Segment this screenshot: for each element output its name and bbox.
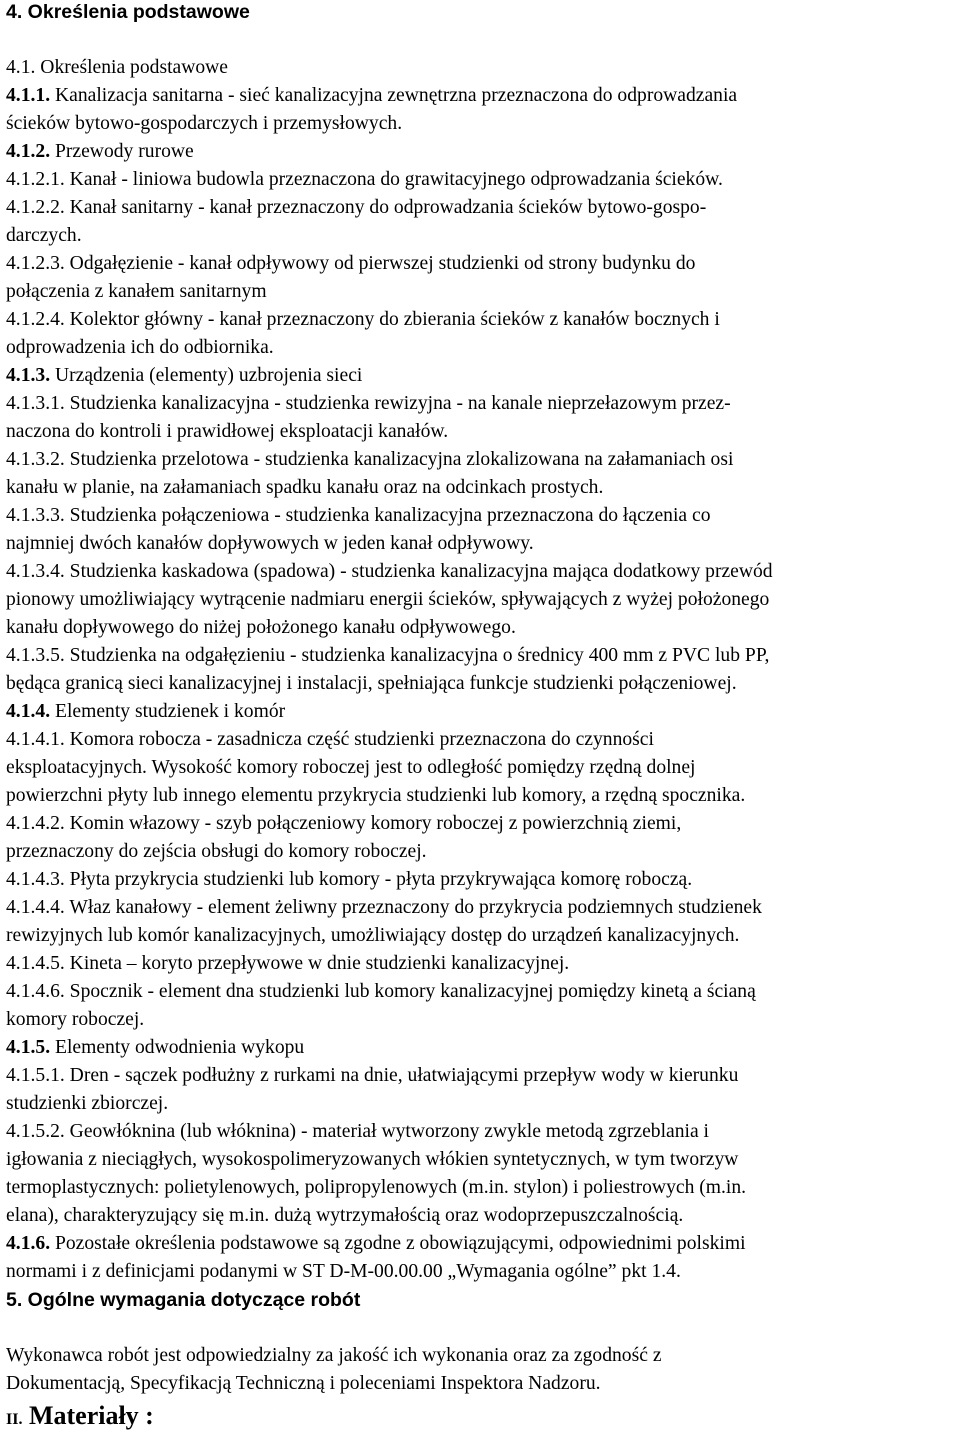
- line-4-1-2-4: [6, 308, 720, 332]
- section-text: kanału w planie, na załamaniach spadku kanału oraz na odcinkach prostych.: [6, 477, 604, 498]
- line-4-1-5-2-cont1: [6, 1148, 738, 1172]
- line-4-1-5: [6, 1036, 304, 1060]
- section-text: Pozostałe określenia podstawowe są zgodne z obowiązującymi, odpowiednimi polskimi: [50, 1233, 746, 1254]
- section-text: Kineta – koryto przepływowe w dnie studzienki kanalizacyjnej.: [64, 953, 570, 974]
- section-text: Właz kanałowy - element żeliwny przeznaczony do przykrycia podziemnych studzienek: [64, 897, 762, 918]
- line-4-1-3-1: [6, 392, 731, 416]
- section-number: 4.1.1.: [6, 85, 51, 106]
- section-text: Płyta przykrycia studzienki lub komory - płyta przykrywająca komorę roboczą.: [64, 869, 693, 890]
- materials-title: Materiały :: [22, 1401, 154, 1430]
- line-4-1-2-4-cont: [6, 336, 274, 360]
- section-text: Kanał sanitarny - kanał przeznaczony do odprowadzania ścieków bytowo-gospo-: [64, 197, 707, 218]
- section-text: Elementy odwodnienia wykopu: [50, 1037, 305, 1058]
- section-text: odprowadzenia ich do odbiornika.: [6, 337, 274, 358]
- section-text: Studzienka na odgałęzieniu - studzienka kanalizacyjna o średnicy 400 mm z PVC lub PP,: [64, 645, 770, 666]
- line-4-1-2-2-cont: [6, 224, 82, 248]
- line-4-1-3-5: [6, 644, 769, 668]
- section-text: Komin włazowy - szyb połączeniowy komory roboczej z powierzchnią ziemi,: [64, 813, 682, 834]
- section-number: 4.1.4.1.: [6, 729, 65, 750]
- section-number: 4.1.4.4.: [6, 897, 65, 918]
- section-number: 4.1.4.: [6, 701, 51, 722]
- section-number: 4.1.3.1.: [6, 393, 65, 414]
- line-4-1-2-1: [6, 168, 723, 192]
- line-4-1-3-5-cont: [6, 672, 737, 696]
- section-number: 4.1.3.: [6, 365, 51, 386]
- section-text: najmniej dwóch kanałów dopływowych w jeden kanał odpływowy.: [6, 533, 534, 554]
- section-text: Geowłóknina (lub włóknina) - materiał wytworzony zwykle metodą zgrzeblania i: [64, 1121, 709, 1142]
- line-4-1-4-4-cont: [6, 924, 739, 948]
- line-4-1-3-4: [6, 560, 773, 584]
- section-text: Studzienka kaskadowa (spadowa) - studzienka kanalizacyjna mająca dodatkowy przewód: [64, 561, 773, 582]
- line-4-1-6-cont: [6, 1260, 681, 1284]
- section-number: 4.1.5.2.: [6, 1121, 65, 1142]
- section-number: 4.1.: [6, 57, 36, 78]
- section-text: będąca granicą sieci kanalizacyjnej i instalacji, spełniająca funkcje studzienki połączeniowej.: [6, 673, 737, 694]
- line-4-1-3-3: [6, 504, 711, 528]
- line-4-1-3-1-cont: [6, 420, 448, 444]
- section-text: Urządzenia (elementy) uzbrojenia sieci: [50, 365, 363, 386]
- line-4-1-6: [6, 1232, 746, 1256]
- section-text: połączenia z kanałem sanitarnym: [6, 281, 267, 302]
- paragraph-5-line-2: Dokumentacją, Specyfikacją Techniczną i poleceniami Inspektora Nadzoru.: [6, 1373, 601, 1394]
- section-4-heading: 4. Określenia podstawowe: [6, 1, 250, 23]
- section-text: Przewody rurowe: [50, 141, 194, 162]
- line-4-1-4-5: [6, 952, 569, 976]
- line-4-1-4-1-cont2: [6, 784, 745, 808]
- section-text: elana), charakteryzujący się m.in. dużą wytrzymałością oraz wodoprzepuszczalnością.: [6, 1205, 684, 1226]
- section-text: Elementy studzienek i komór: [50, 701, 286, 722]
- section-text: rewizyjnych lub komór kanalizacyjnych, umożliwiający dostęp do urządzeń kanalizacyjnych.: [6, 925, 740, 946]
- section-number: 4.1.4.3.: [6, 869, 65, 890]
- section-number: 4.1.2.3.: [6, 253, 65, 274]
- section-text: powierzchni płyty lub innego elementu przykrycia studzienki lub komory, a rzędną spocznika.: [6, 785, 746, 806]
- line-4-1-3-4-cont2: [6, 616, 516, 640]
- section-text: Kolektor główny - kanał przeznaczony do zbierania ścieków z kanałów bocznych i: [64, 309, 720, 330]
- roman-numeral: II.: [6, 1411, 23, 1428]
- line-4-1-4-1-cont1: [6, 756, 696, 780]
- section-number: 4.1.2.: [6, 141, 51, 162]
- line-4-1-2-3-cont: [6, 280, 267, 304]
- line-4-1-5-1-cont: [6, 1092, 168, 1116]
- section-text: Studzienka połączeniowa - studzienka kanalizacyjna przeznaczona do łączenia co: [64, 505, 711, 526]
- line-4-1-5-2-cont3: [6, 1204, 683, 1228]
- section-text: Studzienka kanalizacyjna - studzienka rewizyjna - na kanale nieprzełazowym przez-: [64, 393, 731, 414]
- line-4-1-5-2-cont2: [6, 1176, 746, 1200]
- section-number: 4.1.5.: [6, 1037, 51, 1058]
- section-number: 4.1.4.5.: [6, 953, 65, 974]
- section-text: Dren - sączek podłużny z rurkami na dnie, ułatwiającymi przepływ wody w kierunku: [64, 1065, 739, 1086]
- section-number: 4.1.2.1.: [6, 169, 65, 190]
- section-text: naczona do kontroli i prawidłowej eksploatacji kanałów.: [6, 421, 449, 442]
- section-text: Odgałęzienie - kanał odpływowy od pierwszej studzienki od strony budynku do: [64, 253, 696, 274]
- section-number: 4.1.2.4.: [6, 309, 65, 330]
- section-text: Kanał - liniowa budowla przeznaczona do grawitacyjnego odprowadzania ścieków.: [64, 169, 723, 190]
- section-text: studzienki zbiorczej.: [6, 1093, 169, 1114]
- section-number: 4.1.2.2.: [6, 197, 65, 218]
- section-number: 4.1.4.2.: [6, 813, 65, 834]
- line-4-1-4-3: [6, 868, 692, 892]
- section-text: przeznaczony do zejścia obsługi do komory roboczej.: [6, 841, 427, 862]
- section-text: kanału dopływowego do niżej położonego kanału odpływowego.: [6, 617, 516, 638]
- line-4-1-4-2-cont: [6, 840, 427, 864]
- line-4-1-3-4-cont1: [6, 588, 769, 612]
- section-text: ścieków bytowo-gospodarczych i przemysłowych.: [6, 113, 403, 134]
- section-text: normami i z definicjami podanymi w ST D-M-00.00.00 „Wymagania ogólne” pkt 1.4.: [6, 1261, 681, 1282]
- line-4-1-3-3-cont: [6, 532, 534, 556]
- section-number: 4.1.3.4.: [6, 561, 65, 582]
- line-4-1-3: [6, 364, 362, 388]
- section-text: eksploatacyjnych. Wysokość komory roboczej jest to odległość pomiędzy rzędną dolnej: [6, 757, 696, 778]
- line-4-1-4-6: [6, 980, 756, 1004]
- section-number: 4.1.6.: [6, 1233, 51, 1254]
- section-text: Spocznik - element dna studzienki lub komory kanalizacyjnej pomiędzy kinetą a ścianą: [64, 981, 756, 1002]
- line-4-1-4-1: [6, 728, 654, 752]
- line-4-1-4-4: [6, 896, 762, 920]
- section-text: Studzienka przelotowa - studzienka kanalizacyjna zlokalizowana na załamaniach osi: [64, 449, 734, 470]
- section-text: termoplastycznych: polietylenowych, polipropylenowych (m.in. stylon) i poliestrowych (m.in.: [6, 1177, 747, 1198]
- section-text: pionowy umożliwiający wytrącenie nadmiaru energii ścieków, spływających z wyżej położonego: [6, 589, 770, 610]
- line-4-1-5-1: [6, 1064, 738, 1088]
- line-4-1-4-6-cont: [6, 1008, 144, 1032]
- section-text: igłowania z nieciągłych, wysokospolimeryzowanych włókien syntetycznych, w tym tworzyw: [6, 1149, 739, 1170]
- section-number: 4.1.3.3.: [6, 505, 65, 526]
- line-4-1-1: [6, 84, 737, 108]
- line-4-1-3-2-cont: [6, 476, 603, 500]
- line-4-1-4-2: [6, 812, 681, 836]
- section-text: Określenia podstawowe: [35, 57, 229, 78]
- section-text: Kanalizacja sanitarna - sieć kanalizacyjna zewnętrzna przeznaczona do odprowadzania: [50, 85, 738, 106]
- line-4-1-4: [6, 700, 285, 724]
- line-4-1: [6, 56, 228, 80]
- paragraph-5-line-1: Wykonawca robót jest odpowiedzialny za jakość ich wykonania oraz za zgodność z: [6, 1345, 662, 1366]
- line-4-1-5-2: [6, 1120, 709, 1144]
- section-number: 4.1.3.2.: [6, 449, 65, 470]
- line-4-1-2: [6, 140, 194, 164]
- section-text: Komora robocza - zasadnicza część studzienki przeznaczona do czynności: [64, 729, 654, 750]
- section-text: darczych.: [6, 225, 82, 246]
- section-text: komory roboczej.: [6, 1009, 145, 1030]
- section-number: 4.1.4.6.: [6, 981, 65, 1002]
- materials-heading: [6, 1401, 154, 1435]
- section-number: 4.1.3.5.: [6, 645, 65, 666]
- line-4-1-1-cont: [6, 112, 402, 136]
- line-4-1-3-2: [6, 448, 733, 472]
- section-number: 4.1.5.1.: [6, 1065, 65, 1086]
- line-4-1-2-3: [6, 252, 695, 276]
- section-5-heading: 5. Ogólne wymagania dotyczące robót: [6, 1289, 361, 1311]
- line-4-1-2-2: [6, 196, 706, 220]
